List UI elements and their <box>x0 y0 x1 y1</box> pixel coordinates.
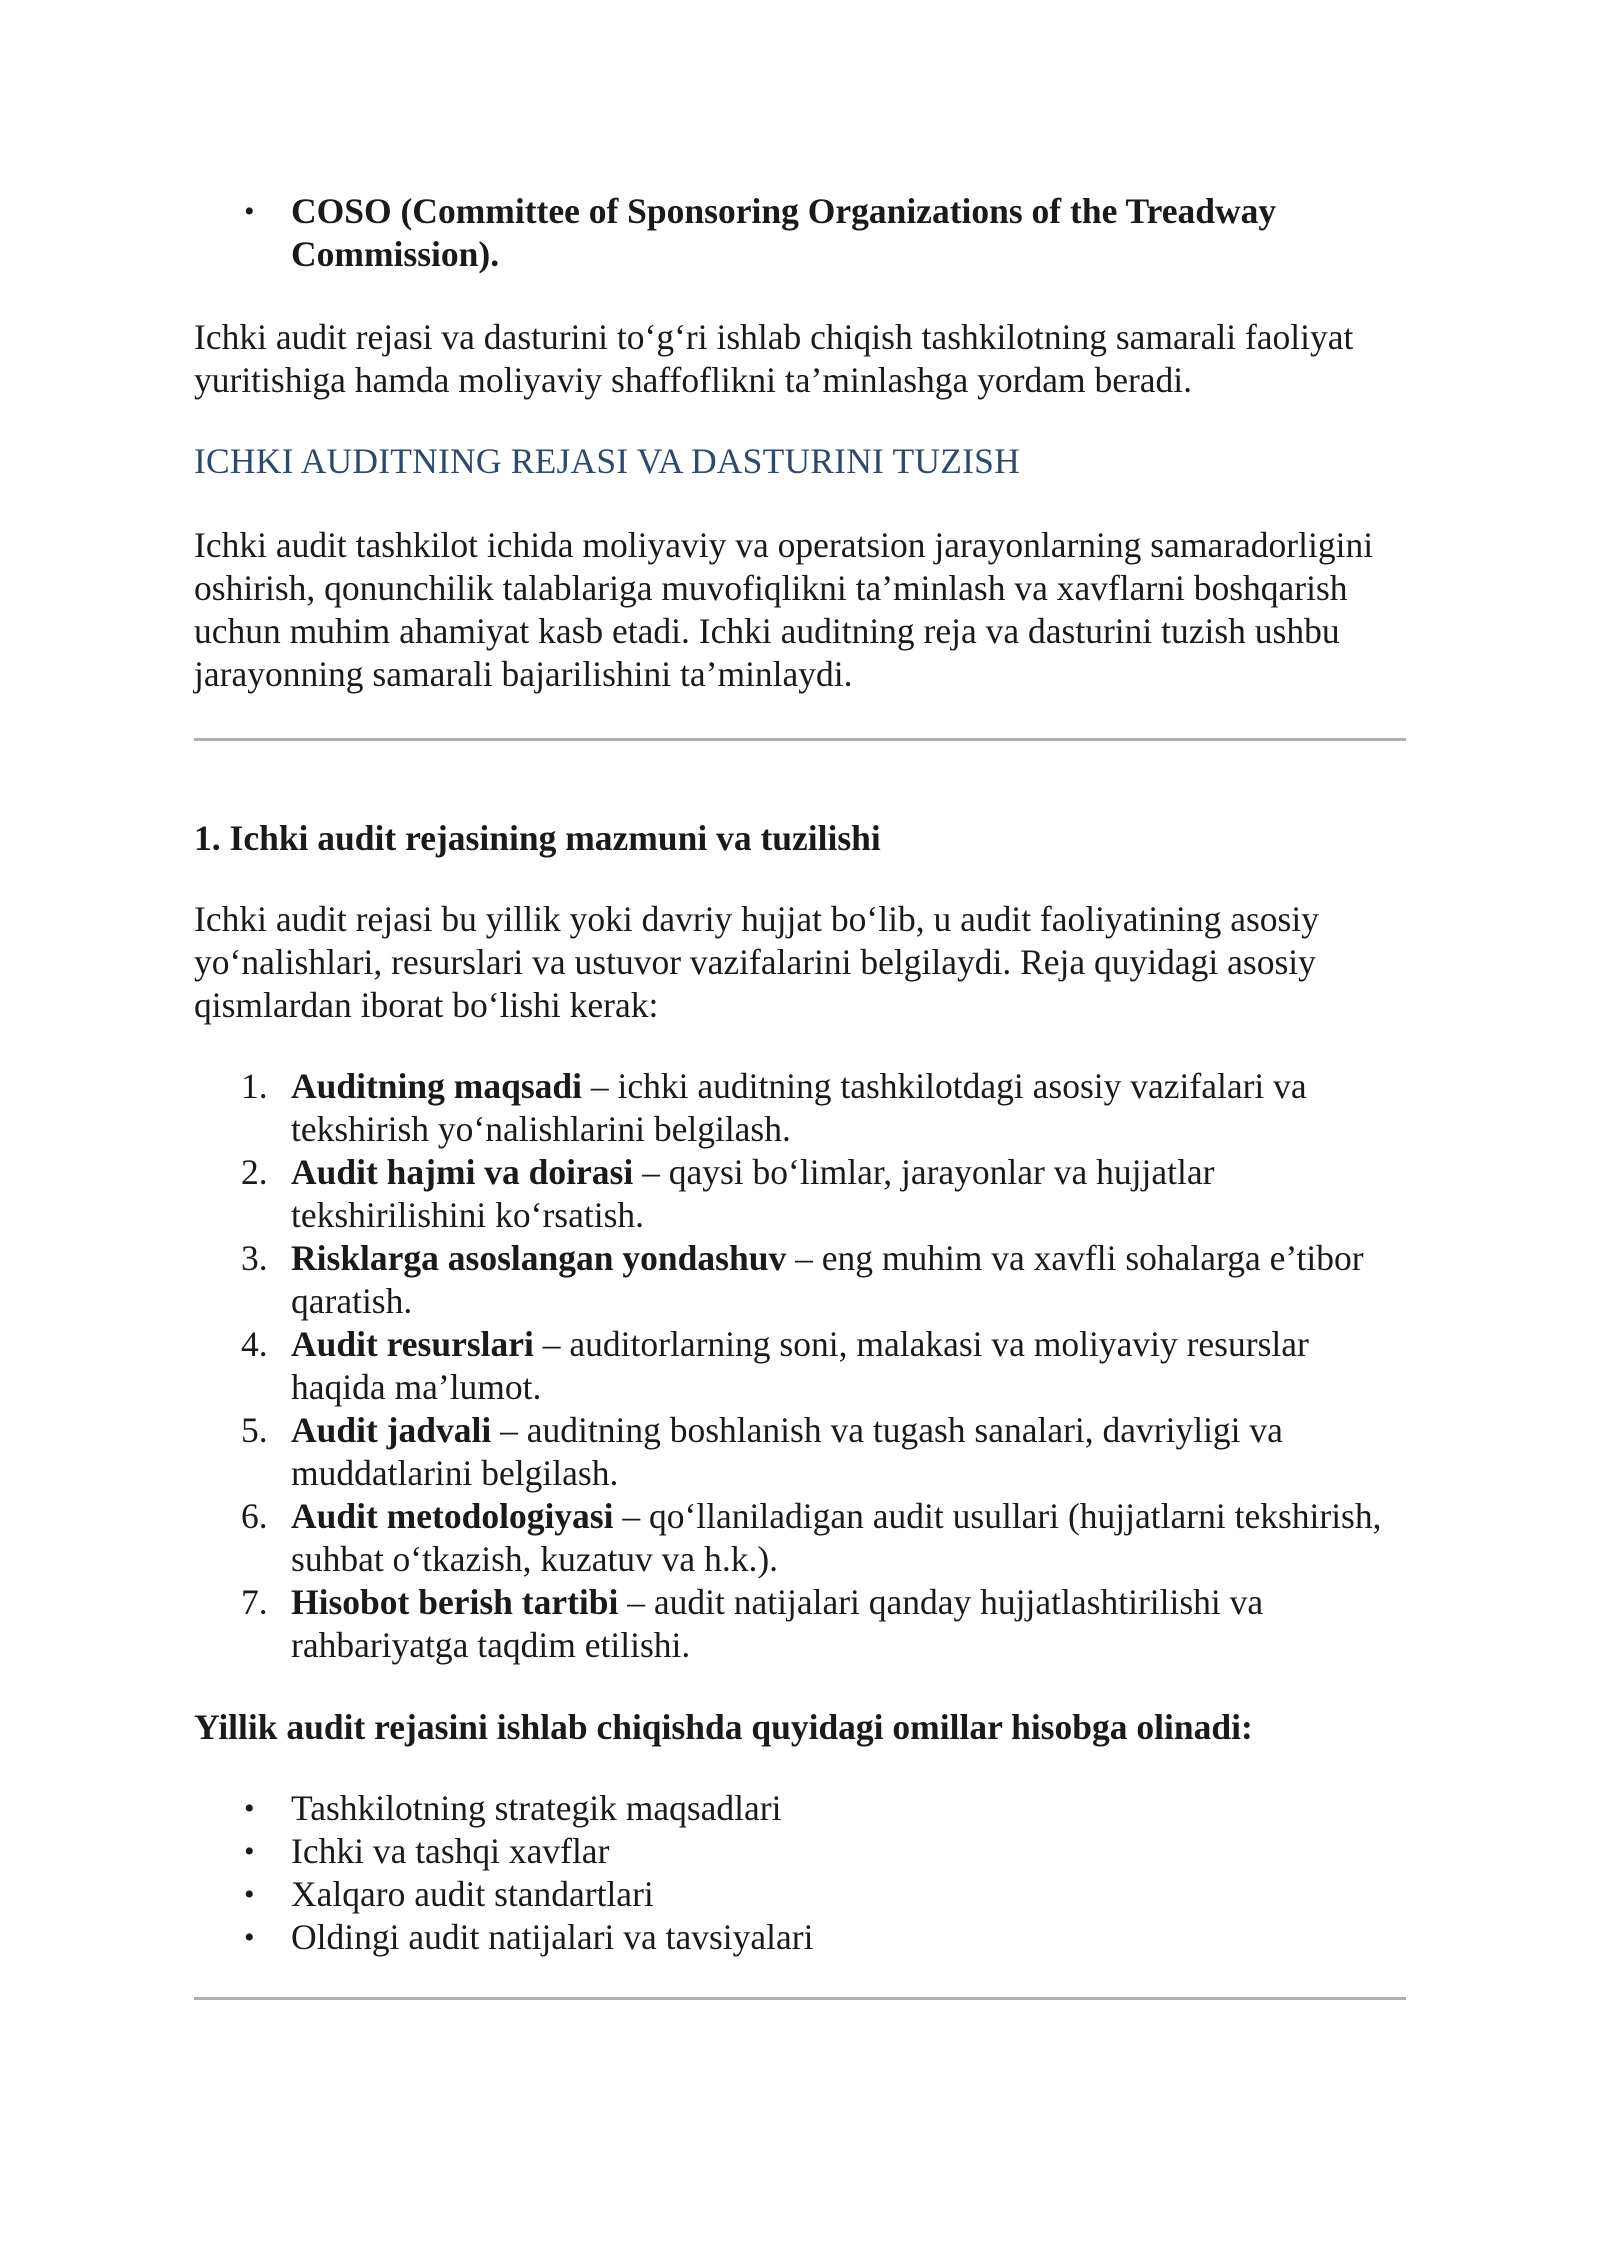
item-term: Auditning maqsadi <box>291 1066 583 1106</box>
item-number: 1. <box>241 1066 268 1106</box>
item-term: Audit jadvali <box>291 1410 492 1450</box>
list-item <box>194 1495 1409 1581</box>
plan-components-list <box>194 1065 1409 1667</box>
item-term: Risklarga asoslangan yondashuv <box>291 1238 787 1278</box>
horizontal-divider <box>194 738 1406 741</box>
list-item <box>194 1323 1409 1409</box>
item-description: – qo‘llaniladigan audit usullari (hujjatlarni tekshirish, suhbat o‘tkazish, kuzatuv va h.k.). <box>291 1496 1382 1579</box>
list-item <box>194 1409 1409 1495</box>
factors-list <box>194 1787 1409 1959</box>
section-heading: ICHKI AUDITNING REJASI VA DASTURINI TUZISH <box>194 441 1020 481</box>
item-term: Audit hajmi va doirasi <box>291 1152 634 1192</box>
item-description: – audit natijalari qanday hujjatlashtirilishi va rahbariyatga taqdim etilishi. <box>291 1582 1264 1665</box>
list-item <box>194 1151 1409 1237</box>
item-description: – auditning boshlanish va tugash sanalari, davriyligi va muddatlarini belgilash. <box>291 1410 1283 1493</box>
item-term: Audit metodologiyasi <box>291 1496 614 1536</box>
item-description: – qaysi bo‘limlar, jarayonlar va hujjatlar tekshirilishini ko‘rsatish. <box>291 1152 1215 1235</box>
subsection-heading: 1. Ichki audit rejasining mazmuni va tuzilishi <box>194 818 881 858</box>
item-description: – eng muhim va xavfli sohalarga e’tibor qaratish. <box>291 1238 1364 1321</box>
horizontal-divider <box>194 1997 1406 2000</box>
intro-paragraph: Ichki audit rejasi va dasturini to‘g‘ri ishlab chiqish tashkilotning samarali faoliyat yuritishiga hamda moliyaviy shaffoflikni ta’minlashga yordam beradi. <box>194 317 1354 400</box>
list-item <box>194 1581 1409 1667</box>
item-number: 3. <box>241 1238 268 1278</box>
list-item: • Oldingi audit natijalari va tavsiyalari <box>194 1916 1409 1959</box>
factors-heading: Yillik audit rejasini ishlab chiqishda quyidagi omillar hisobga olinadi: <box>194 1707 1253 1747</box>
item-description: – auditorlarning soni, malakasi va moliyaviy resurslar haqida ma’lumot. <box>291 1324 1309 1407</box>
item-term: Audit resurslari <box>291 1324 534 1364</box>
list-item <box>194 1237 1409 1323</box>
intro-bullet-list <box>194 190 1409 276</box>
item-number: 2. <box>241 1152 268 1192</box>
item-number: 6. <box>241 1496 268 1536</box>
item-number: 7. <box>241 1582 268 1622</box>
item-description: – ichki auditning tashkilotdagi asosiy vazifalari va tekshirish yo‘nalishlarini belgilash. <box>291 1066 1307 1149</box>
item-number: 4. <box>241 1324 268 1364</box>
item-number: 5. <box>241 1410 268 1450</box>
document-content <box>194 190 1409 2000</box>
section-paragraph: Ichki audit tashkilot ichida moliyaviy va operatsion jarayonlarning samaradorligini oshirish, qonunchilik talablariga muvofiqlikni ta’minlash va xavflarni boshqarish uchun muhim ahamiyat kasb etadi. Ichki auditning reja va dasturini tuzish ushbu jarayonning samarali bajarilishini ta’minlaydi. <box>194 525 1374 694</box>
list-item <box>194 190 1409 276</box>
subsection-paragraph: Ichki audit rejasi bu yillik yoki davriy hujjat bo‘lib, u audit faoliyatining asosiy yo‘nalishlari, resurslari va ustuvor vazifalarini belgilaydi. Reja quyidagi asosiy qismlardan iborat bo‘lishi kerak: <box>194 899 1319 1025</box>
item-term: Hisobot berish tartibi <box>291 1582 619 1622</box>
coso-label: COSO (Committee of Sponsoring Organizations of the Treadway Commission). <box>291 191 1277 274</box>
list-item <box>194 1065 1409 1151</box>
list-item: • Xalqaro audit standartlari <box>194 1873 1409 1916</box>
list-item: • Tashkilotning strategik maqsadlari <box>194 1787 1409 1830</box>
list-item: • Ichki va tashqi xavflar <box>194 1830 1409 1873</box>
